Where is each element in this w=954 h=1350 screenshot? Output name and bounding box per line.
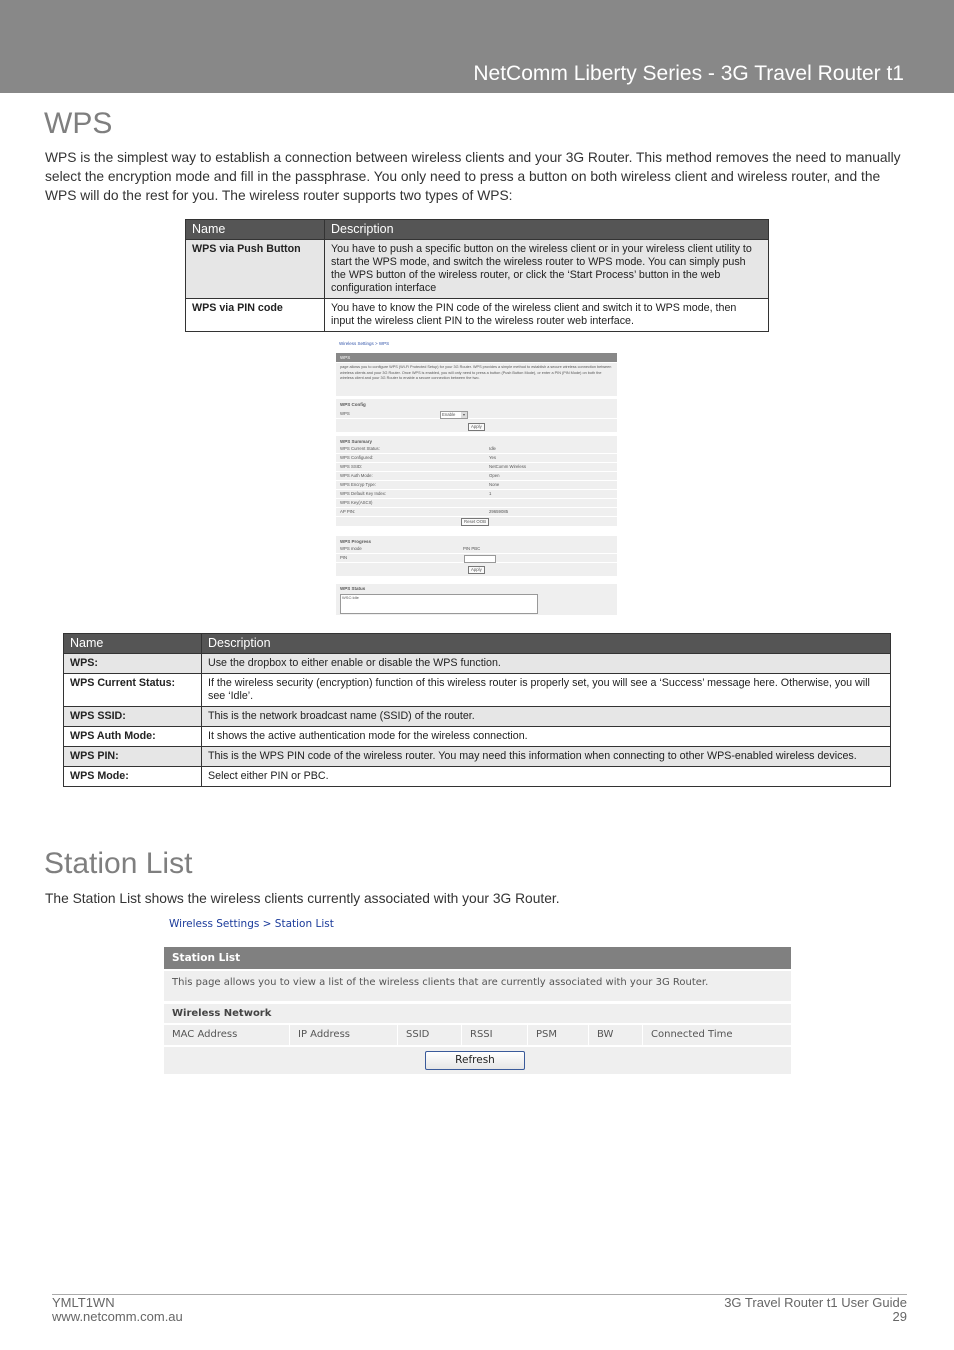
- row-description: If the wireless security (encryption) function of this wireless router is properly set, you will see a ‘Success’ message here. Otherwise, you will see ‘Idle’.: [202, 674, 891, 707]
- table-row: [64, 747, 891, 767]
- refresh-button[interactable]: Refresh: [425, 1051, 525, 1070]
- column-header-description: Description: [325, 220, 769, 240]
- row-description: This is the WPS PIN code of the wireless router. You may need this information when connecting to other WPS-enabled wireless devices.: [202, 747, 891, 767]
- header-bar: [0, 0, 954, 93]
- row-name: WPS PIN:: [64, 747, 202, 767]
- column-header-psm: PSM: [528, 1025, 589, 1045]
- table-row: [64, 707, 891, 727]
- wps-config-screenshot: [336, 338, 617, 616]
- page-footer: [52, 1294, 907, 1324]
- row-name: WPS Current Status:: [64, 674, 202, 707]
- summary-value: 29659085: [489, 509, 509, 514]
- wps-types-table: [185, 219, 769, 332]
- table-row: [64, 674, 891, 707]
- summary-row: [336, 499, 617, 508]
- station-list-panel-header: Station List: [164, 947, 791, 969]
- row-name: WPS via PIN code: [186, 299, 325, 332]
- summary-label: WPS Encryp Type:: [340, 482, 376, 487]
- pin-input[interactable]: [464, 555, 496, 563]
- station-list-intro: The Station List shows the wireless clients currently associated with your 3G Router.: [45, 891, 560, 906]
- select-value: Enable: [442, 412, 456, 417]
- wps-status-text: WSC:Idle: [342, 595, 359, 600]
- wps-config-section: [336, 399, 617, 432]
- wireless-network-title: Wireless Network: [164, 1004, 791, 1023]
- summary-row: [336, 445, 617, 454]
- station-table-header: [164, 1025, 791, 1045]
- wps-summary-section: [336, 436, 617, 526]
- field-label: PIN: [340, 555, 348, 560]
- document-title: NetComm Liberty Series - 3G Travel Router t1: [473, 62, 904, 85]
- section-title: WPS Status: [340, 586, 366, 591]
- summary-value: Idle: [489, 446, 496, 451]
- summary-label: WPS Current Status:: [340, 446, 380, 451]
- summary-row: [336, 490, 617, 499]
- summary-label: WPS Default Key Index:: [340, 491, 387, 496]
- wps-mode-radio[interactable]: PIN PBC: [463, 546, 481, 551]
- apply-button[interactable]: Apply: [468, 423, 485, 431]
- section-title: WPS Progress: [340, 539, 372, 544]
- breadcrumb: Wireless Settings > WPS: [339, 341, 390, 346]
- column-header-connected-time: Connected Time: [651, 1029, 733, 1040]
- wps-description-box: [336, 363, 617, 396]
- summary-row: [336, 454, 617, 463]
- column-header-ip-address: IP Address: [290, 1025, 398, 1045]
- field-label: WPS: [340, 411, 350, 416]
- table-row: [186, 240, 769, 299]
- row-name: WPS Auth Mode:: [64, 727, 202, 747]
- wps-progress-section: [336, 536, 617, 576]
- wps-enable-select[interactable]: [440, 411, 468, 419]
- summary-label: WPS SSID:: [340, 464, 363, 469]
- apply-button[interactable]: Apply: [468, 566, 485, 574]
- wps-status-section: [336, 584, 617, 615]
- footer-website: www.netcomm.com.au: [52, 1309, 183, 1324]
- column-header-name: Name: [186, 220, 325, 240]
- column-header-ssid: SSID: [398, 1025, 462, 1045]
- station-list-description: This page allows you to view a list of the wireless clients that are currently associated with your 3G Router.: [164, 971, 791, 1001]
- column-header-name: Name: [64, 634, 202, 654]
- row-description: Select either PIN or PBC.: [202, 767, 891, 787]
- table-row: [186, 299, 769, 332]
- summary-value: Yes: [489, 455, 497, 460]
- column-header-description: Description: [202, 634, 891, 654]
- table-row: [64, 654, 891, 674]
- chevron-down-icon: ▼: [462, 413, 466, 417]
- column-header-mac-address: MAC Address: [164, 1025, 290, 1045]
- column-header-bw: BW: [589, 1025, 643, 1045]
- station-list-footer: [164, 1047, 791, 1074]
- field-label: WPS mode: [340, 546, 362, 551]
- summary-row: [336, 472, 617, 481]
- breadcrumb: Wireless Settings > Station List: [169, 918, 334, 930]
- summary-value: NetComm Wireless: [489, 464, 527, 469]
- summary-label: WPS Auth Mode:: [340, 473, 373, 478]
- summary-value: None: [489, 482, 500, 487]
- wps-description: page allows you to configure WPS (Wi-Fi Protected Setup) for your 3G Router. WPS provides a simple method to establish a secure wireless connection between wireless clients and your 3G Router. Once WPS is enabled, you will only need to press a button (Push Button Mode), or enter a PIN (PIN Mode) on both the wireless client and your 3G Router to enable a secure connection between the two.: [340, 365, 612, 380]
- footer-model: YMLT1WN: [52, 1295, 115, 1310]
- footer-guide-title: 3G Travel Router t1 User Guide: [724, 1295, 907, 1310]
- row-description: This is the network broadcast name (SSID) of the router.: [202, 707, 891, 727]
- wps-mode-row: [336, 545, 617, 554]
- page-number: 29: [892, 1309, 907, 1324]
- row-name: WPS Mode:: [64, 767, 202, 787]
- summary-label: WPS Key(ASCII): [340, 500, 373, 505]
- column-header-rssi: RSSI: [462, 1025, 528, 1045]
- summary-value: Open: [489, 473, 500, 478]
- row-description: It shows the active authentication mode for the wireless connection.: [202, 727, 891, 747]
- row-description: You have to push a specific button on the wireless client or in your wireless client utility to start the WPS mode, and switch the wireless router to WPS mode. You can simply push the WPS button of the wireless router, or click the ‘Start Process’ button in the web configuration interface: [325, 240, 769, 299]
- station-list-heading: Station List: [44, 847, 193, 880]
- reset-oob-button[interactable]: Reset OOB: [461, 518, 489, 526]
- section-title: WPS Summary: [340, 439, 373, 444]
- summary-label: WPS Configured:: [340, 455, 374, 460]
- row-name: WPS:: [64, 654, 202, 674]
- row-description: You have to know the PIN code of the wireless client and switch it to WPS mode, then input the wireless client PIN to the wireless router web interface.: [325, 299, 769, 332]
- row-name: WPS via Push Button: [186, 240, 325, 299]
- summary-row: [336, 508, 617, 517]
- table-row: [64, 727, 891, 747]
- row-description: Use the dropbox to either enable or disable the WPS function.: [202, 654, 891, 674]
- summary-row: [336, 481, 617, 490]
- station-list-screenshot: [164, 915, 791, 1075]
- wps-status-textarea[interactable]: [340, 594, 538, 614]
- wps-intro: WPS is the simplest way to establish a connection between wireless clients and your 3G Router. This method removes the need to manually select the encryption mode and fill in the passphrase. You only need to press a button on both wireless client and wireless router, and the WPS will do the rest for you. The wireless router supports two types of WPS:: [45, 150, 901, 203]
- wps-enable-row: [336, 410, 617, 419]
- row-name: WPS SSID:: [64, 707, 202, 727]
- summary-label: AP PIN:: [340, 509, 356, 514]
- table-row: [64, 767, 891, 787]
- section-title: WPS Config: [340, 402, 366, 407]
- summary-row: [336, 463, 617, 472]
- summary-value: 1: [489, 491, 492, 496]
- wps-heading: WPS: [44, 107, 113, 140]
- wps-fields-table: [63, 633, 891, 787]
- wps-panel-header: WPS: [336, 353, 617, 362]
